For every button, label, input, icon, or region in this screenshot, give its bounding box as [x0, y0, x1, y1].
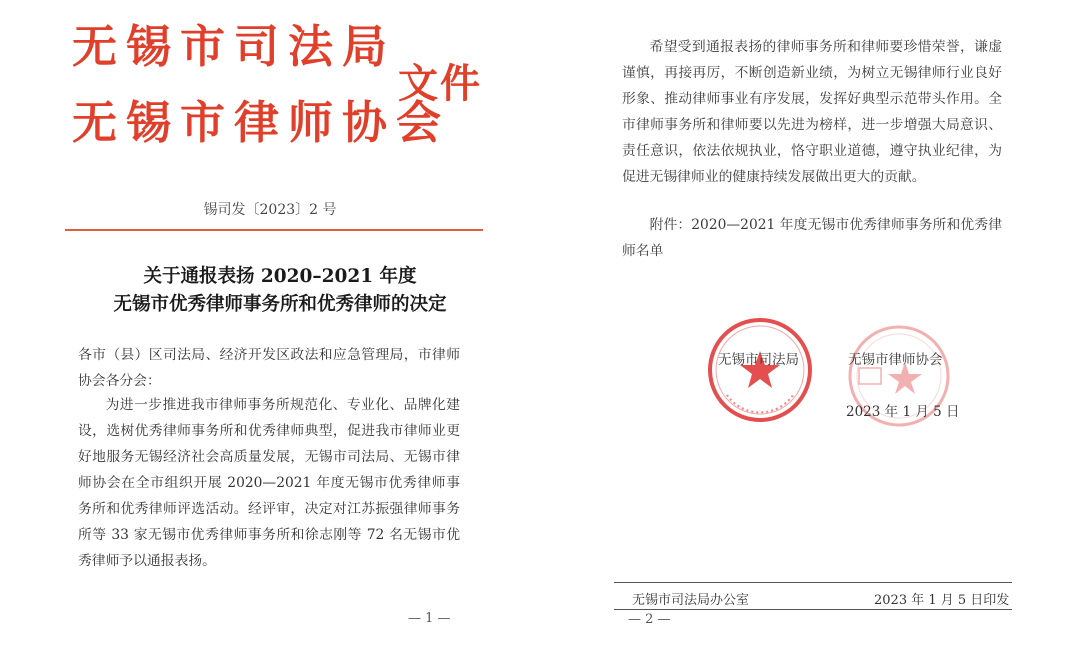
header-line-lawyers-association: 无锡市律师协会: [72, 96, 451, 149]
attachment-note: 附件：2020—2021 年度无锡市优秀律师事务所和优秀律师名单: [622, 217, 1002, 259]
footer-top-rule: [614, 582, 1012, 583]
page-number-1: — 1 —: [408, 611, 451, 626]
document-title-line-2: 无锡市优秀律师事务所和优秀律师的决定: [113, 294, 447, 315]
header-line-judicial-bureau: 无锡市司法局: [72, 20, 397, 73]
judicial-bureau-seal-icon: [705, 315, 815, 425]
page-number-2: — 2 —: [628, 612, 671, 627]
signature-date: 2023 年 1 月 5 日: [846, 404, 960, 420]
signature-org-2: 无锡市律师协会: [848, 352, 943, 368]
header-divider: [65, 229, 483, 231]
header-document-suffix: 文件: [398, 60, 482, 107]
document-title-line-1: 关于通报表扬 2020–2021 年度: [143, 266, 417, 287]
salutation: 各市（县）区司法局、经济开发区政法和应急管理局，市律师协会各分会：: [78, 347, 460, 389]
print-date: 2023 年 1 月 5 日印发: [874, 593, 1010, 608]
signature-org-1: 无锡市司法局: [718, 352, 799, 368]
document-number: 锡司发〔2023〕2 号: [203, 202, 337, 218]
body-paragraph-1: 为进一步推进我市律师事务所规范化、专业化、品牌化建设，选树优秀律师事务所和优秀律师典型，促进我市律师业更好地服务无锡经济社会高质量发展，无锡市司法局、无锡市律师协会在全市组织开展 2020—2021 年度无锡市优秀律师事务所和优秀律师评选活动。经评审，决定对江苏振强律师事务所等 33 家无锡市优秀律师事务所和徐志刚等 72 名无锡市优秀律师予以通报表扬。: [78, 397, 460, 569]
footer-bottom-rule: [614, 609, 1012, 610]
issuing-office: 无锡市司法局办公室: [632, 593, 750, 608]
body-paragraph-2: 希望受到通报表扬的律师事务所和律师要珍惜荣誉，谦虚谨慎，再接再厉，不断创造新业绩，为树立无锡律师行业良好形象、推动律师事业有序发展，发挥好典型示范带头作用。全市律师事务所和律师要以先进为榜样，进一步增强大局意识、责任意识，依法依规执业，恪守职业道德，遵守执业纪律，为促进无锡律师业的健康持续发展做出更大的贡献。: [622, 39, 1002, 185]
